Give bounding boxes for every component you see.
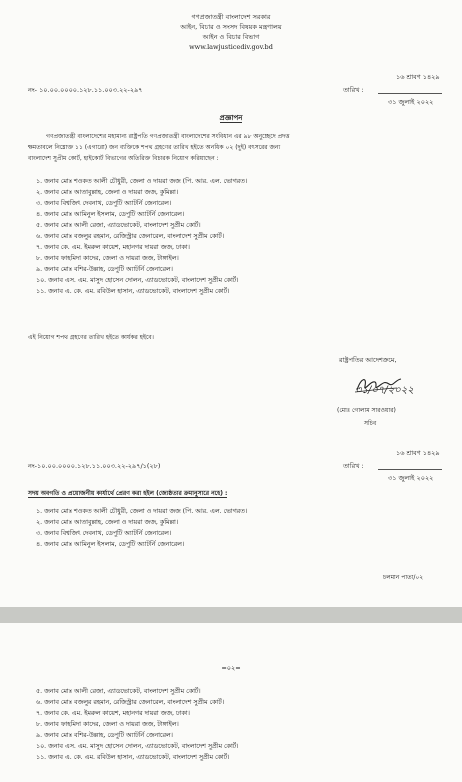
appointee-list xyxy=(36,176,247,297)
order-line: রাষ্ট্রপতির আদেশক্রমে, xyxy=(339,356,397,364)
notice-title xyxy=(0,114,462,123)
list-item: ১০. জনাব এস. এম. মাসুদ হোসেন দোলন, এ্যাডভোকেট, বাংলাদেশ সুপ্রীম কোর্ট। xyxy=(36,277,239,284)
page-number: =০২= xyxy=(221,664,241,672)
intro-line-2: ক্ষমতাবলে নিম্নোক্ত ১১ (এগারো) জন ব্যক্তিকে শপথ গ্রহণের তারিখ হইতে অনধিক ০২ (দুই) বৎসরের জন্য xyxy=(28,144,281,151)
list-item: ৮. জনাব ফাহমিদা কাদের, জেলা ও দায়রা জজ, টাঙ্গাইল। xyxy=(36,721,179,728)
list-item: ২. জনাব মোঃ আতাবুল্লাহ, জেলা ও দায়রা জজ, কুমিল্লা। xyxy=(36,519,179,526)
list-item: ৫. জনাব মোঃ আলী রেজা, এ্যাডভোকেট, বাংলাদেশ সুপ্রীম কোর্ট। xyxy=(36,222,201,229)
list-item: ১১. জনাব এ. কে. এম. রবিউল হাসান, এ্যাডভোকেট, বাংলাদেশ সুপ্রীম কোর্ট। xyxy=(36,754,230,761)
signatory-name: (মোঃ গোলাম সারওয়ার) xyxy=(337,407,396,414)
intro-line-1: গণপ্রজাতন্ত্রী বাংলাদেশের মহামান্য রাষ্ট্রপতি গণপ্রজাতন্ত্রী বাংলাদেশের সংবিধান এর ৯৮ অনুচ্ছেদে প্রদত্ত xyxy=(46,133,290,140)
list-item: ৭. জনাব কে. এম. ইমরুল কায়েশ, মহানগর দায়রা জজ, ঢাকা। xyxy=(36,710,190,717)
list-item: ৩. জনাব বিশ্বজিৎ দেবনাথ, ডেপুটি অ্যাটর্নি জেনারেল। xyxy=(36,530,172,537)
memo2-date-label: তারিখ : xyxy=(343,462,364,470)
list-item: ৫. জনাব মোঃ আলী রেজা, এ্যাডভোকেট, বাংলাদেশ সুপ্রীম কোর্ট। xyxy=(36,688,201,695)
list-item: ৮. জনাব ফাহমিদা কাদের, জেলা ও দায়রা জজ, টাঙ্গাইল। xyxy=(36,255,179,262)
list-item: ৯. জনাব মোঃ বশির-উল্লাহ, ডেপুটি অ্যাটর্নি জেনারেল। xyxy=(36,266,173,273)
memo1-date-bangla: ১৬ শ্রাবণ ১৪২৯ xyxy=(396,73,440,81)
division-name: আইন ও বিচার বিভাগ xyxy=(202,33,260,41)
memo2-date-english: ৩১ জুলাই ২০২২ xyxy=(388,474,434,482)
memo1-date-label: তারিখ : xyxy=(343,86,364,94)
list-item: ৬. জনাব মোঃ বজলুর রহমান, রেজিস্ট্রার জেনারেল, বাংলাদেশ সুপ্রীম কোর্ট। xyxy=(36,233,224,240)
list-item: ৪. জনাব মোঃ আমিনুল ইসলাম, ডেপুটি অ্যাটর্নি জেনারেল। xyxy=(36,541,185,548)
list-item: ২. জনাব মোঃ আতাবুল্লাহ, জেলা ও দায়রা জজ, কুমিল্লা। xyxy=(36,189,179,196)
memo2-number: নং-১০.০০.০০০০.১২৮.১১.০০৩.২২-২৯৭/১(২৮) xyxy=(28,462,161,470)
list-item: ১. জনাব মোঃ শওকত আলী চৌধুরী, জেলা ও দায়রা জজ (পি. আর. এল. ভোগরত। xyxy=(36,508,248,515)
govt-name: গণপ্রজাতন্ত্রী বাংলাদেশ সরকার xyxy=(191,13,271,21)
distribution-title-text: সদয় অবগতি ও প্রয়োজনীয় কার্যার্থে প্রেরণ করা হইল (জ্যেষ্ঠতার ক্রমানুসারে নহে) : xyxy=(28,490,228,497)
list-item: ১. জনাব মোঃ শওকত আলী চৌধুরী, জেলা ও দায়রা জজ (পি. আর. এল. ভোগরত। xyxy=(36,178,248,185)
distribution-list xyxy=(36,506,247,550)
document-page-2 xyxy=(0,623,462,782)
intro-line-3: বাংলাদেশ সুপ্রীম কোর্ট, হাইকোর্ট বিভাগের অতিরিক্ত বিচারক নিয়োগ করিয়াছেন : xyxy=(28,155,219,162)
memo1-number: নং- ১০.০০.০০০০.১২৮.১১.০০৩.২২-২৯৭ xyxy=(28,86,143,94)
distribution-list-continued xyxy=(36,686,238,763)
distribution-title xyxy=(28,490,227,498)
list-item: ১০. জনাব এস. এম. মাসুদ হোসেন দোলন, এ্যাডভোকেট, বাংলাদেশ সুপ্রীম কোর্ট। xyxy=(36,743,239,750)
effective-line: এই নিয়োগ শপথ গ্রহণের তারিখ হইতে কার্যকর হইবে। xyxy=(28,334,154,341)
memo1-date-english: ৩১ জুলাই ২০২২ xyxy=(388,98,434,106)
memo2-date-bangla: ১৬ শ্রাবণ ১৪২৯ xyxy=(396,449,440,457)
ministry-name: আইন, বিচার ও সংসদ বিষয়ক মন্ত্রণালয় xyxy=(180,23,282,31)
signatory-designation: সচিব xyxy=(364,420,377,427)
list-item: ৬. জনাব মোঃ বজলুর রহমান, রেজিস্ট্রার জেনারেল, বাংলাদেশ সুপ্রীম কোর্ট। xyxy=(36,699,224,706)
list-item: ৪. জনাব মোঃ আমিনুল ইসলাম, ডেপুটি অ্যাটর্নি জেনারেল। xyxy=(36,211,185,218)
signed-date: ৩১/০৭/২০২২ xyxy=(355,385,414,396)
list-item: ১১. জনাব এ. কে. এম. রবিউল হাসান, এ্যাডভোকেট, বাংলাদেশ সুপ্রীম কোর্ট। xyxy=(36,288,230,295)
continued-marker: চলমান পাতা/০২ xyxy=(383,574,424,581)
list-item: ৯. জনাব মোঃ বশির-উল্লাহ, ডেপুটি অ্যাটর্নি জেনারেল। xyxy=(36,732,173,739)
website: www.lawjusticediv.gov.bd xyxy=(189,43,273,51)
page-separator xyxy=(0,607,462,623)
list-item: ৭. জনাব কে. এম. ইমরুল কায়েশ, মহানগর দায়রা জজ, ঢাকা। xyxy=(36,244,190,251)
list-item: ৩. জনাব বিশ্বজিৎ দেবনাথ, ডেপুটি অ্যাটর্নি জেনারেল। xyxy=(36,200,172,207)
notice-title-text: প্রজ্ঞাপন xyxy=(219,114,243,122)
letterhead xyxy=(0,12,462,52)
